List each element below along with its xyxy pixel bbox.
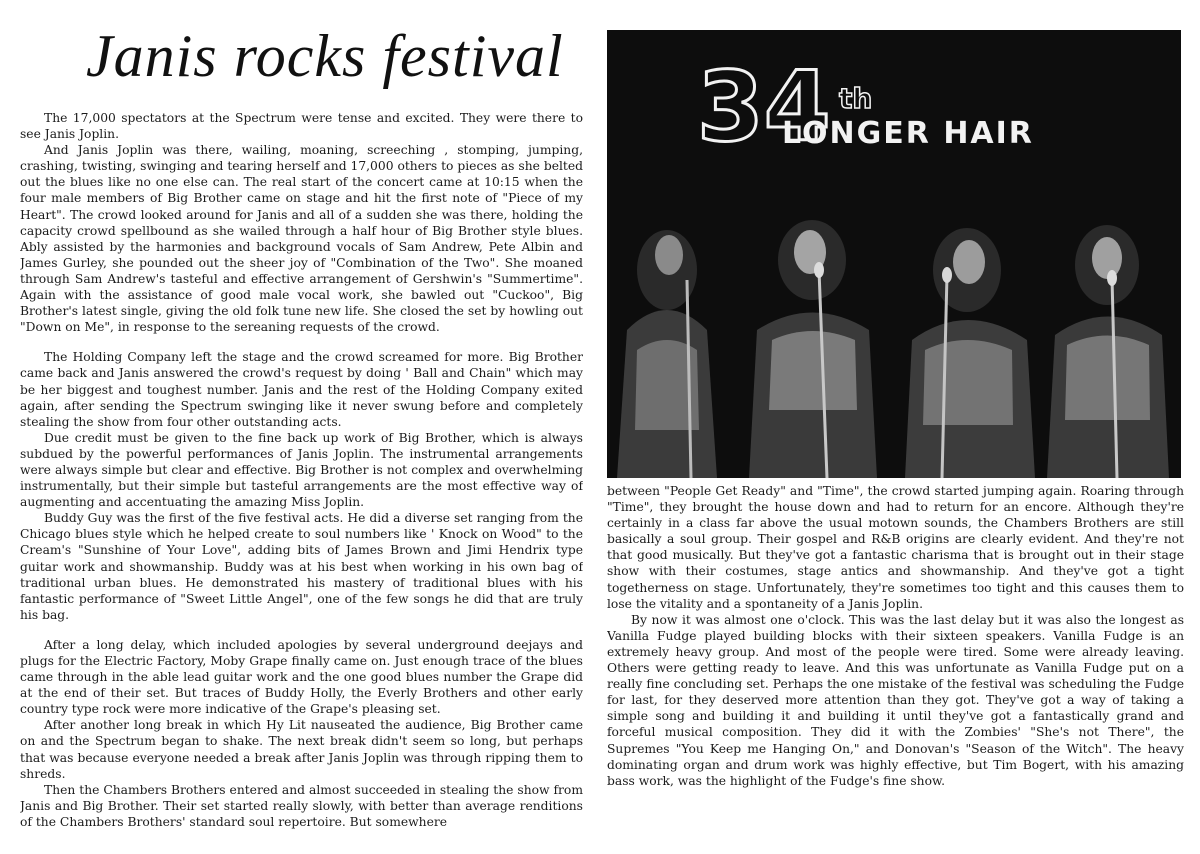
paragraph: After another long break in which Hy Lit nauseated the audience, Big Brother came on and the Spectrum began to shake. The next break didn't seem so long, but perhaps that was because everyone needed a break after Janis Joplin was through ripping them to shreds. <box>20 718 583 781</box>
photo-illustration <box>607 30 1181 478</box>
performer-figure <box>749 220 877 478</box>
paragraph: between "People Get Ready" and "Time", the crowd started jumping again. Roaring through "Time", they brought the house down and had to return for an encore. Although they're certainly in a class far above the usual motown sounds, the Chambers Brothers are still basically a soul group. Their gospel and R&B origins are clearly evident. And they're not that good musically. But they've got a fantastic charisma that is brought out in their stage show with their costumes, stage antics and showmanship. And they've got a tight togetherness on stage. Unfortunately, they're sometimes too tight and this causes them to lose the vitality and a spontaneity of a Janis Joplin. <box>607 484 1184 611</box>
title-number: 34 <box>697 51 831 163</box>
performer-figure <box>617 230 717 478</box>
paragraph: Then the Chambers Brothers entered and almost succeeded in stealing the show from Janis and Big Brother. Their set started really slowly, with better than average renditions of the Chambers Brothers' standard soul repertoire. But somewhere <box>20 782 583 829</box>
photo-title <box>697 51 1034 163</box>
paragraph: After a long delay, which included apologies by several underground deejays and plugs for the Electric Factory, Moby Grape finally came on. Just enough trace of the blues came through in the able lead guitar work and the one good blues number the Grape did at the end of their set. But traces of Buddy Holly, the Everly Brothers and other early country type rock were more indicative of the Grape's pleasing set. <box>20 637 583 717</box>
paragraph: The Holding Company left the stage and the crowd screamed for more. Big Brother came back and Janis answered the crowd's request by doing ' Ball and Chain" which may be her biggest and toughest number. Janis and the rest of the Holding Company exited again, after sending the Spectrum swinging like it never swung before and completely stealing the show from four other outstanding acts. <box>20 350 583 429</box>
paragraph: By now it was almost one o'clock. This was the last delay but it was also the longest as Vanilla Fudge played building blocks with their sixteen speakers. Vanilla Fudge is an extremely heavy group. And most of the people were tired. Some were already leaving. Others were getting ready to leave. And this was unfortunate as Vanilla Fudge put on a really fine concluding set. Perhaps the one mistake of the festival was scheduling the Fudge for last, for they deserved more attention than they got. They've got a way of taking a simple song and building it and building it until they've got a fantastically grand and forceful musical composition. They did it with the Zombies' "She's not There", the Supremes "You Keep me Hanging On," and Donovan's "Season of the Witch". The heavy dominating organ and drum work was highly effective, but Tim Bogert, with his amazing bass work, was the highlight of the Fudge's fine show. <box>607 612 1184 788</box>
paragraph: Buddy Guy was the first of the five festival acts. He did a diverse set ranging from the Chicago blues style which he helped create to soul numbers like ' Knock on Wood" to the Cream's "Sunshine of Your Love", adding bits of James Brown and Jimi Hendrix type guitar work and showmanship. Buddy was at his best when working in his own bag of traditional urban blues. He demonstrated his mastery of traditional blues with his fantastic performance of "Sweet Little Angel", one of the few songs he did that are truly his bag. <box>20 511 583 622</box>
paragraph: The 17,000 spectators at the Spectrum were tense and excited. They were there to see Janis Joplin. <box>20 111 583 142</box>
article-right-column <box>607 483 1184 843</box>
title-sub: LONGER HAIR <box>782 116 1034 151</box>
article-left-column <box>20 110 583 845</box>
performer-figure <box>905 228 1035 478</box>
paragraph: Due credit must be given to the fine back up work of Big Brother, which is always subdued by the powerful performances of Janis Joplin. The instrumental arrangements were always simple but clear and effective. Big Brother is not complex and overwhelming instrumentally, but their simple but tasteful arrangements are the most effective way of augmenting and accentuating the amazing Miss Joplin. <box>20 430 583 510</box>
performer-figure <box>1047 225 1169 478</box>
concert-photo <box>607 30 1181 478</box>
paragraph: And Janis Joplin was there, wailing, moaning, screeching , stomping, jumping, crashing, twisting, swinging and tearing herself and 17,000 others to pieces as she belted out the blues like no one else can. The real start of the concert came at 10:15 when the four male members of Big Brother came on stage and hit the first note of "Piece of my Heart". The crowd looked around for Janis and all of a sudden she was there, holding the capacity crowd spellbound as she wailed through a half hour of Big Brother style blues. Ably assisted by the harmonies and background vocals of Sam Andrew, Pete Albin and James Gurley, she pounded out the sheer joy of "Combination of the Two". She moaned through Sam Andrew's tasteful and effective arrangement of Gershwin's "Summertime". Again with the assistance of good male vocal work, she bawled out "Cuckoo", Big Brother's latest single, giving the old folk tune new life. She closed the set by howling out "Down on Me", in response to the sereaning requests of the crowd. <box>20 143 583 335</box>
headline: Janis rocks festival <box>86 23 564 89</box>
title-suffix: th <box>839 82 873 115</box>
